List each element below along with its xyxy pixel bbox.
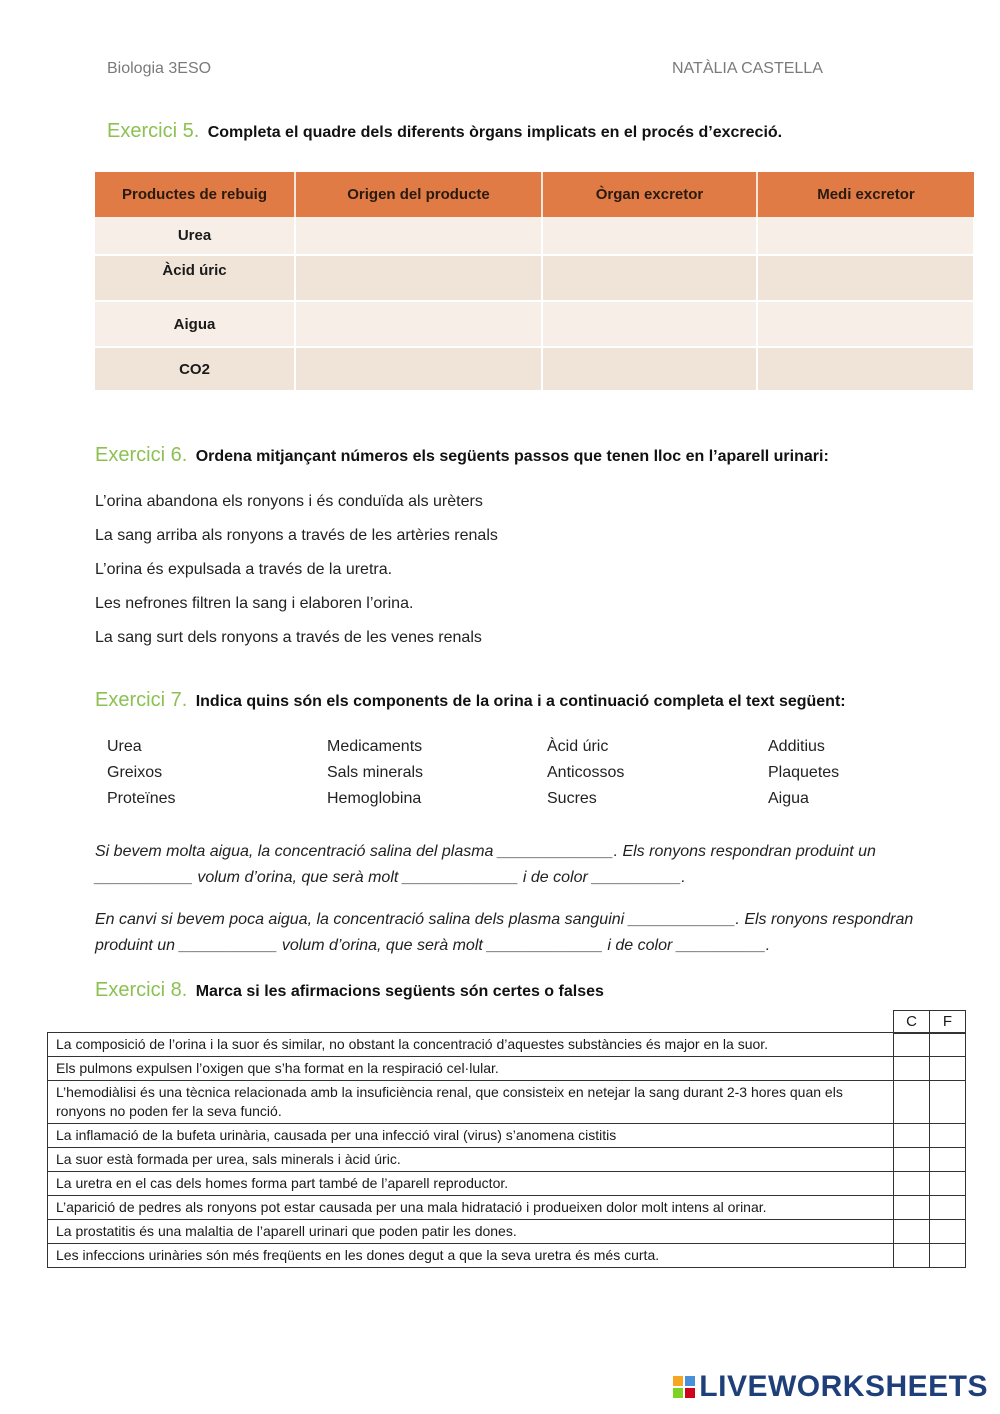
ex8-certa-box[interactable] (894, 1220, 930, 1244)
ex5-answer-cell[interactable] (757, 217, 974, 255)
ex5-answer-cell[interactable] (542, 217, 757, 255)
ex8-certa-box[interactable] (894, 1124, 930, 1148)
ex8-instruction: Marca si les afirmacions següents són certes o falses (195, 983, 604, 1000)
ex5-answer-cell[interactable] (542, 301, 757, 347)
ex8-certa-box[interactable] (894, 1172, 930, 1196)
ex5-title (107, 120, 782, 143)
ex7-paragraph-2: En canvi si bevem poca aigua, la concentració salina dels plasma sanguini ____________. Els ronyons respondran produint un ___________ volum d’orina, que serà molt _____________ i de color __________. (95, 911, 914, 954)
ex5-row-label: Aigua (95, 301, 295, 347)
ex8-statement: La composició de l’orina i la suor és similar, no obstant la concentració d’aquestes substàncies és major en la suor. (48, 1033, 894, 1057)
ex7-title (95, 689, 846, 712)
ex5-instruction: Completa el quadre dels diferents òrgans implicats en el procés d’excreció. (207, 124, 783, 141)
ex6-step[interactable]: La sang arriba als ronyons a través de les artèries renals (95, 527, 498, 544)
ex8-certa-box[interactable] (894, 1148, 930, 1172)
ex7-paragraph-1: Si bevem molta aigua, la concentració salina del plasma _____________. Els ronyons respondran produint un ___________ volum d’orina, que serà molt _____________ i de color __________. (95, 843, 876, 886)
header-author: NATÀLIA CASTELLA (672, 60, 823, 77)
ex8-statement: L’hemodiàlisi és una tècnica relacionada amb la insuficiència renal, que consisteix en netejar la sang durant 2-3 hores quan els ronyons no poden fer la seva funció. (48, 1081, 894, 1124)
ex5-answer-cell[interactable] (757, 347, 974, 391)
ex7-component[interactable]: Àcid úric (547, 738, 609, 755)
liveworksheets-icon (673, 1376, 695, 1398)
ex5-table (95, 172, 975, 392)
ex6-step[interactable]: L’orina abandona els ronyons i és conduïda als urèters (95, 493, 483, 510)
ex7-component[interactable]: Anticossos (547, 764, 625, 781)
ex5-col-header: Origen del producte (295, 172, 542, 217)
ex5-row-label: Urea (95, 217, 295, 255)
ex5-answer-cell[interactable] (295, 347, 542, 391)
ex8-title (95, 979, 604, 1002)
ex5-label: Exercici 5. (107, 120, 200, 142)
ex7-component[interactable]: Sucres (547, 790, 597, 807)
ex5-col-header: Medi excretor (757, 172, 974, 217)
ex8-statement: L’aparició de pedres als ronyons pot estar causada per una mala hidratació i produeixen dolor molt intens al orinar. (48, 1196, 894, 1220)
ex7-instruction: Indica quins són els components de la orina i a continuació completa el text següent: (195, 693, 846, 710)
ex5-answer-cell[interactable] (295, 217, 542, 255)
ex7-component[interactable]: Aigua (768, 790, 809, 807)
ex6-step[interactable]: Les nefrones filtren la sang i elaboren l’orina. (95, 595, 414, 612)
ex7-component[interactable]: Hemoglobina (327, 790, 422, 807)
ex8-statement: La inflamació de la bufeta urinària, causada per una infecció viral (virus) s’anomena cistitis (48, 1124, 894, 1148)
ex6-instruction: Ordena mitjançant números els següents passos que tenen lloc en l’aparell urinari: (195, 448, 829, 465)
ex7-label: Exercici 7. (95, 689, 188, 711)
ex7-component[interactable]: Sals minerals (327, 764, 424, 781)
ex8-certa-box[interactable] (894, 1081, 930, 1124)
ex5-col-header: Òrgan excretor (542, 172, 757, 217)
ex7-component[interactable]: Proteïnes (107, 790, 176, 807)
ex5-answer-cell[interactable] (542, 255, 757, 301)
ex6-step[interactable]: La sang surt dels ronyons a través de les venes renals (95, 629, 482, 646)
ex8-falsa-box[interactable] (930, 1148, 966, 1172)
ex8-statement: Els pulmons expulsen l’oxigen que s’ha format en la respiració cel·lular. (48, 1057, 894, 1081)
ex8-certa-box[interactable] (894, 1244, 930, 1268)
liveworksheets-logo[interactable] (673, 1370, 988, 1404)
ex8-falsa-box[interactable] (930, 1196, 966, 1220)
ex8-falsa-box[interactable] (930, 1172, 966, 1196)
ex5-col-header: Productes de rebuig (95, 172, 295, 217)
ex7-component[interactable]: Additius (768, 738, 825, 755)
header-subject: Biologia 3ESO (107, 60, 212, 77)
ex8-falsa-box[interactable] (930, 1244, 966, 1268)
ex7-component[interactable]: Medicaments (327, 738, 423, 755)
ex8-statement: La suor està formada per urea, sals minerals i àcid úric. (48, 1148, 894, 1172)
ex5-row-label: Àcid úric (95, 255, 295, 301)
ex5-answer-cell[interactable] (757, 301, 974, 347)
ex7-component[interactable]: Plaquetes (768, 764, 840, 781)
ex8-statement: La prostatitis és una malaltia de l’aparell urinari que poden patir les dones. (48, 1220, 894, 1244)
ex8-falsa-box[interactable] (930, 1033, 966, 1057)
ex5-row-label: CO2 (95, 347, 295, 391)
ex8-table (47, 1032, 966, 1268)
ex8-label: Exercici 8. (95, 979, 188, 1001)
ex5-answer-cell[interactable] (542, 347, 757, 391)
ex5-answer-cell[interactable] (295, 255, 542, 301)
ex8-falsa-box[interactable] (930, 1220, 966, 1244)
ex6-label: Exercici 6. (95, 444, 188, 466)
ex8-col-f: F (929, 1010, 966, 1034)
logo-text: LIVEWORKSHEETS (699, 1370, 988, 1403)
ex5-answer-cell[interactable] (757, 255, 974, 301)
ex7-component[interactable]: Greixos (107, 764, 163, 781)
ex6-step[interactable]: L’orina és expulsada a través de la uretra. (95, 561, 393, 578)
ex8-certa-box[interactable] (894, 1033, 930, 1057)
ex8-statement: La uretra en el cas dels homes forma part també de l’aparell reproductor. (48, 1172, 894, 1196)
ex8-certa-box[interactable] (894, 1196, 930, 1220)
ex6-title (95, 444, 829, 467)
ex8-certa-box[interactable] (894, 1057, 930, 1081)
ex8-falsa-box[interactable] (930, 1124, 966, 1148)
ex8-statement: Les infeccions urinàries són més freqüents en les dones degut a que la seva uretra és més curta. (48, 1244, 894, 1268)
ex7-component[interactable]: Urea (107, 738, 142, 755)
ex8-falsa-box[interactable] (930, 1057, 966, 1081)
ex8-falsa-box[interactable] (930, 1081, 966, 1124)
ex8-col-c: C (893, 1010, 930, 1034)
ex5-answer-cell[interactable] (295, 301, 542, 347)
